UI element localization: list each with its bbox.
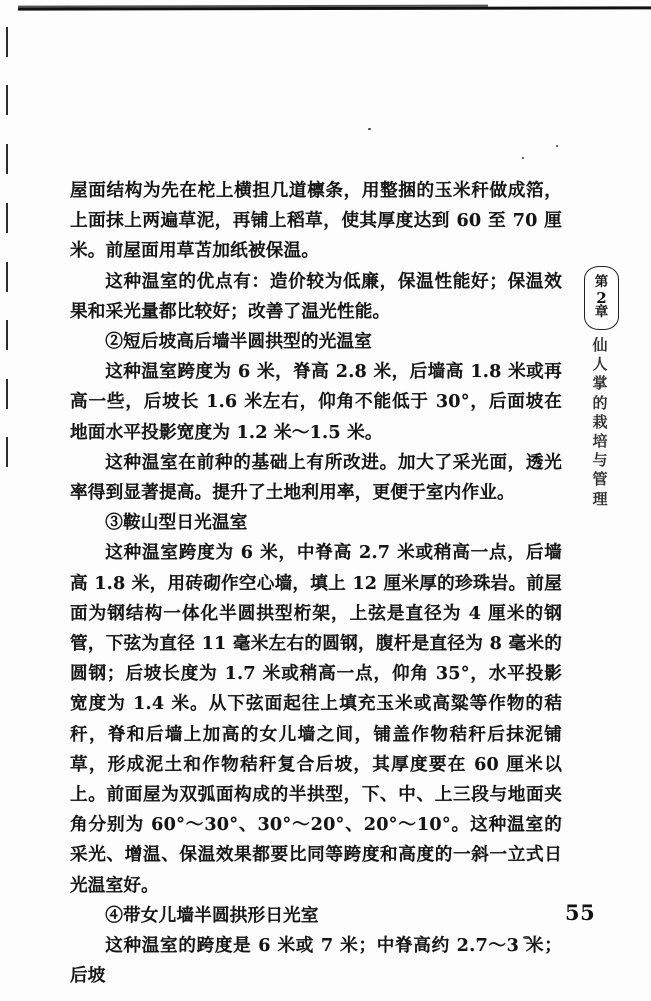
scan-edge-line xyxy=(18,6,651,10)
margin-tick xyxy=(6,27,8,57)
paragraph-roof-structure: 屋面结构为先在柁上横担几道檩条，用整捆的玉米秆做成箔，上面抹上两遍草泥，再铺上稻草，使其厚度达到 60 至 70 厘米。前屋面用草苫加纸被保温。 xyxy=(70,180,562,262)
chapter-title-char: 掌 xyxy=(592,374,608,393)
chapter-title-char: 管 xyxy=(592,470,608,489)
chapter-title-char: 理 xyxy=(592,489,608,508)
paragraph-item-2-dimensions: 这种温室跨度为 6 米，脊高 2.8 米，后墙高 1.8 米或再高一些，后坡长 1.6 米左右，仰角不能低于 30°，后面坡在地面水平投影宽度为 1.2 米～1.5 米。 xyxy=(70,361,562,443)
paragraph-item-2-improvement: 这种温室在前种的基础上有所改进。加大了采光面，透光率得到显著提高。提升了土地利用率，更便于室内作业。 xyxy=(70,451,562,504)
margin-tick xyxy=(6,85,8,115)
left-margin-tick-marks xyxy=(6,24,10,484)
chapter-title-vertical xyxy=(587,336,613,509)
heading-item-2: ②短后坡高后墙半圆拱型的光温室 xyxy=(105,331,373,353)
margin-tick xyxy=(6,320,8,350)
chapter-title-char: 仙 xyxy=(592,336,608,354)
margin-tick xyxy=(6,262,8,292)
chapter-title-char: 培 xyxy=(592,432,608,451)
margin-tick xyxy=(6,203,8,233)
chapter-title-char: 的 xyxy=(592,393,608,412)
chapter-title-char: 与 xyxy=(592,451,608,470)
heading-item-3: ③鞍山型日光温室 xyxy=(105,512,248,534)
margin-tick xyxy=(6,437,8,467)
scan-speck xyxy=(556,145,558,147)
page-text-body xyxy=(70,176,562,991)
chapter-side-tab xyxy=(578,266,624,508)
chapter-title-char: 人 xyxy=(592,355,608,374)
scan-speck xyxy=(522,157,524,159)
heading-item-4: ④带女儿墙半圆拱形日光室 xyxy=(105,904,319,926)
margin-tick xyxy=(6,379,8,409)
chapter-badge-suffix: 章 xyxy=(594,304,609,321)
scan-speck xyxy=(368,128,371,130)
chapter-badge-prefix: 第 xyxy=(594,274,609,291)
margin-tick xyxy=(6,144,8,174)
paragraph-item-3-description: 这种温室跨度为 6 米，中脊高 2.7 米或稍高一点，后墙高 1.8 米，用砖砌作空心墙，填上 12 厘米厚的珍珠岩。前屋面为钢结构一体化半圆拱型桁架，上弦是直径为 4 厘米的钢管，下弦为直径 11 毫米左右的圆钢，腹杆是直径为 8 毫米的圆钢；后坡长度为 1.7 米或稍高一点，仰角 35°，水平投影宽度为 1.4 米。从下弦面起往上填充玉米或高粱等作物的秸秆，脊和后墙上加高的女儿墙之间，铺盖作物秸秆后抹泥铺草，形成泥土和作物秸秆复合后坡，其厚度要在 60 厘米以上。前面屋为双弧面构成的半拱型，下、中、上三段与地面夹角分别为 60°～30°、30°～20°、20°～10°。这种温室的采光、增温、保温效果都要比同等跨度和高度的一斜一立式日光温室好。 xyxy=(70,542,562,896)
chapter-badge xyxy=(584,266,619,330)
chapter-title-char: 栽 xyxy=(592,412,608,431)
page-number: 55 xyxy=(565,900,596,925)
paragraph-item-4-description: 这种温室的跨度是 6 米或 7 米；中脊高约 2.7～3 米；后坡 xyxy=(70,935,562,987)
chapter-badge-number: 2 xyxy=(596,288,607,307)
paragraph-advantages: 这种温室的优点有：造价较为低廉，保温性能好；保温效果和采光量都比较好；改善了温光性能。 xyxy=(70,270,562,322)
